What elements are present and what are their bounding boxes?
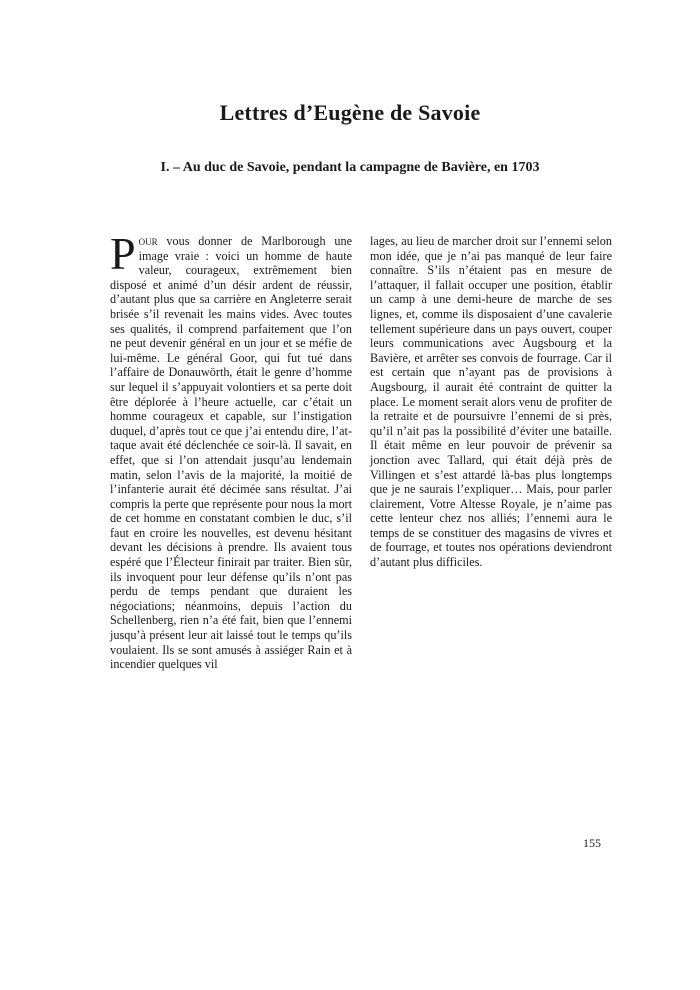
paragraph-right: lages, au lieu de marcher droit sur l’ennemi selon mon idée, que je n’ai pas manqué de leur faire connaître. S’ils n’étaient pas en mesure de l’attaquer, il fallait occuper une position, établir un camp à une demi-heure de marche de ses lignes, et, comme ils disposaient d’une cavalerie tellement supérieure dans un pays ouvert, couper leurs communications avec Augsbourg et la Bavière, et arrêter ses convois de fourrage. Car il est certain que n’ayant pas de provisions à Augsbourg, il aurait été contraint de quitter la place. Le moment serait alors venu de profiter de la retraite et de poursuivre l’ennemi de si près, qu’il n’ait pas la possibilité d’éviter une bataille. Il était même en leur pouvoir de prévenir sa jonction avec Tallard, qui était déjà près de Villingen et s’est attardé là-bas plus longtemps que je ne saurais l’expliquer… Mais, pour parler clairement, Votre Altesse Royale, je n’aime pas cette lenteur chez nos alliés; l’ennemi aura le temps de se constituer des magasins de vivres et de fourrage, et toutes nos opérations deviendront d’autant plus difficiles.	[370, 234, 612, 570]
article-title: Lettres d’Eugène de Savoie	[219, 100, 481, 125]
letter-heading: I. – Au duc de Savoie, pendant la campagne de Bavière, en 1703	[160, 160, 540, 175]
paragraph-left	[110, 228, 352, 672]
drop-cap: P	[110, 228, 136, 279]
text-column-right	[370, 234, 612, 570]
text-column-left	[110, 228, 352, 672]
page-number: 155	[583, 836, 601, 850]
column-1-text: vous donner de Marlborough une image vraie : voici un homme de haute valeur, courageux, extrêmement bien disposé et animé d’un désir ardent de réussir, d’autant plus que sa carrière en Angleterre serait brisée s’il revenait les mains vides. Avec toutes ses qualités, il comprend parfaitement que l’on ne peut devenir général en un jour et se méfie de lui-même. Le général Goor, qui fut tué dans l’affaire de Donauwörth, était le genre d’homme sur lequel il s’appuyait volontiers et sa perte doit être déplorée à l’heure actuelle, car c’était un homme courageux et capable, sur l’instigation duquel, d’après tout ce que j’ai entendu dire, l’attaque avait été déclenchée ce soir-là. Il savait, en effet, que si l’on attendait jusqu’au lendemain matin, selon l’avis de la majorité, la moitié de l’infanterie aurait été décimée sans résultat. J’ai compris la perte que représente pour nous la mort de cet homme en constatant combien le duc, s’il faut en croire les nouvelles, est devenu hésitant devant les décisions à prendre. Ils avaient tous espéré que l’Électeur finirait par traiter. Bien sûr, ils invoquent pour leur défense qu’ils n’ont pas perdu de temps pendant que duraient les négociations; néanmoins, depuis l’action du Schellenberg, rien n’a été fait, bien que l’ennemi jusqu’à présent leur ait laissé tout le temps qu’ils voulaient. Ils se sont amusés à assiéger Rain et à incendier quelques vil	[110, 234, 352, 672]
lead-word: our	[138, 234, 158, 248]
